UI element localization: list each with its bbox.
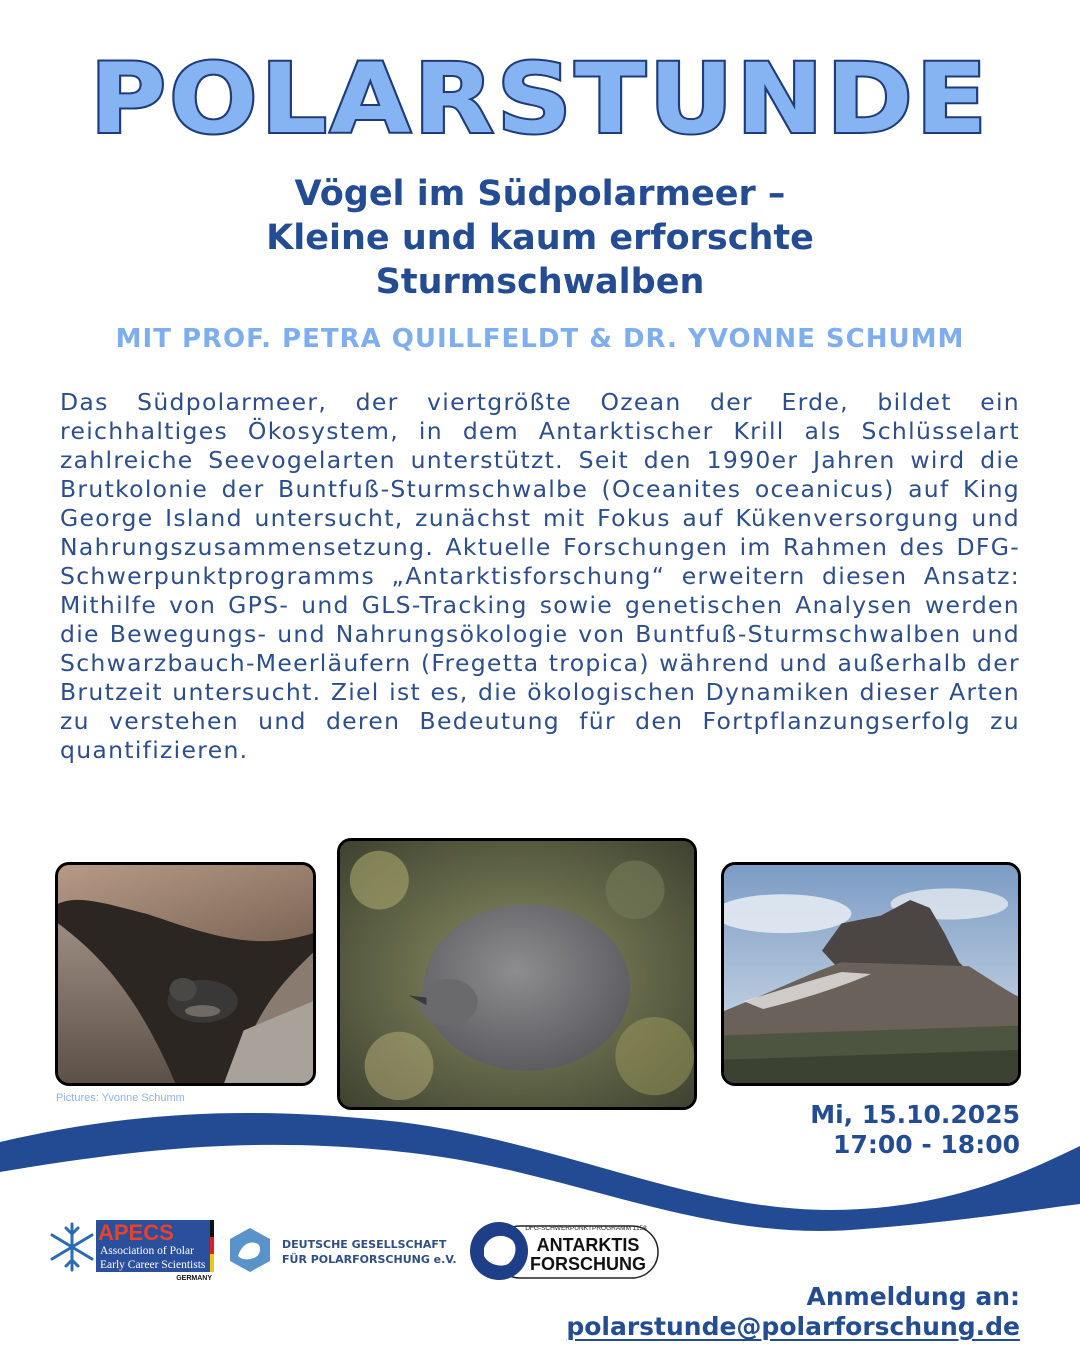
- apecs-logo: [48, 1218, 216, 1282]
- photo-antarctic-landscape: [721, 862, 1021, 1086]
- spp-line2: FORSCHUNG: [530, 1254, 646, 1274]
- event-datetime: [810, 1100, 1020, 1160]
- registration-label: Anmeldung an:: [806, 1282, 1020, 1311]
- event-time: 17:00 - 18:00: [833, 1130, 1020, 1159]
- snowflake-icon: [52, 1224, 92, 1270]
- spp-line1: ANTARKTIS: [536, 1235, 640, 1255]
- event-description: Das Südpolarmeer, der viertgrößte Ozean der Erde, bildet ein reichhaltiges Ökosystem, in dem Antarktischer Krill als Schlüsselart zahlreiche Seevogelarten unterstützt. Seit den 1990er Jahren wird die Brutkolonie der Buntfuß-Sturmschwalbe (Oceanites oceanicus) auf King George Island untersucht, zunächst mit Fokus auf Kükenversorgung und Nahrungszusammensetzung. Aktuelle Forschungen im Rahmen des DFG-Schwerpunktprogramms „Antarktisforschung“ erweitern diesen Ansatz: Mithilfe von GPS- und GLS-Tracking sowie genetischen Analysen werden die Bewegungs- und Nahrungsökologie von Buntfuß-Sturmschwalben und Schwarzbauch-Meerläufern (Fregetta tropica) während und außerhalb der Brutzeit untersucht. Ziel ist es, die ökologischen Dynamiken dieser Arten zu verstehen und deren Bedeutung für den Fortpflanzungserfolg zu quantifizieren.: [60, 388, 1020, 764]
- antarktisforschung-logo: [468, 1220, 660, 1282]
- spp-program: DFG-SCHWERPUNKTPROGRAMM 1158: [525, 1225, 647, 1232]
- apecs-line2: Early Career Scientists: [100, 1259, 206, 1271]
- subtitle-line-2: Kleine und kaum erforschte: [266, 218, 814, 258]
- registration-block: [566, 1282, 1020, 1342]
- registration-email-link[interactable]: polarstunde@polarforschung.de: [566, 1312, 1020, 1341]
- apecs-country: GERMANY: [176, 1275, 212, 1282]
- subtitle-line-1: Vögel im Südpolarmeer –: [294, 174, 786, 214]
- photo-petrel-in-rocks: [55, 862, 316, 1086]
- event-subtitle: [140, 172, 940, 304]
- speakers-line: MIT PROF. PETRA QUILLFELDT & DR. YVONNE SCHUMM: [115, 324, 965, 354]
- event-date: Mi, 15.10.2025: [810, 1100, 1020, 1129]
- photo-credit: Pictures: Yvonne Schumm: [56, 1092, 185, 1104]
- dgp-logo: [226, 1226, 458, 1274]
- photo-storm-petrel-chick: [337, 838, 697, 1110]
- dgp-line2: FÜR POLARFORSCHUNG e.V.: [282, 1253, 457, 1266]
- apecs-name: APECS: [98, 1220, 174, 1245]
- page-title: [0, 28, 1080, 148]
- apecs-line1: Association of Polar: [100, 1245, 194, 1257]
- subtitle-line-3: Sturmschwalben: [375, 262, 705, 302]
- polar-hexagon-icon: [230, 1228, 270, 1272]
- title-text: POLARSTUNDE: [90, 43, 990, 148]
- antarctica-globe-icon: [470, 1222, 528, 1280]
- dgp-line1: DEUTSCHE GESELLSCHAFT: [282, 1238, 447, 1251]
